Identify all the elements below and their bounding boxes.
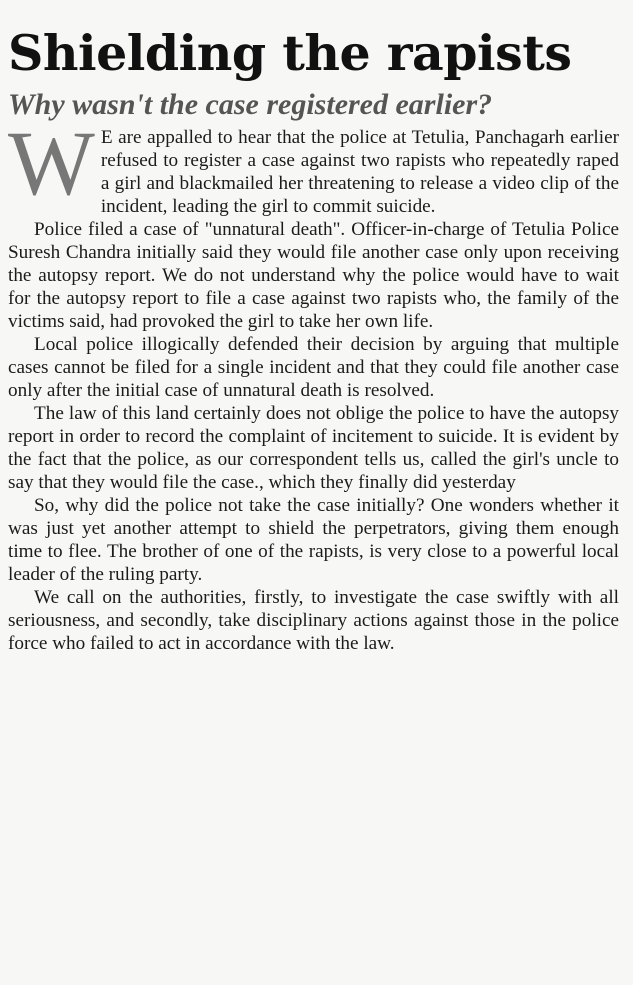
headline: Shielding the rapists	[8, 24, 572, 82]
paragraph-5: So, why did the police not take the case initially? One wonders whether it was just yet another attempt to shield the perpetrators, giving them enough time to flee. The brother of one of the rapists, is very close to a powerful local leader of the ruling party.	[8, 495, 619, 585]
article-body	[8, 112, 619, 655]
paragraph-4: The law of this land certainly does not oblige the police to have the autopsy report in order to record the complaint of incitement to suicide. It is evident by the fact that the police, as our correspondent tells us, called the girl's uncle to say that they would file the case., which they finally did yesterday	[8, 403, 619, 493]
subheadline: Why wasn't the case registered earlier?	[8, 88, 493, 121]
paragraph-2: Police filed a case of "unnatural death". Officer-in-charge of Tetulia Police Suresh Chandra initially said they would file another case only upon receiving the autopsy report. We do not understand why the police would have to wait for the autopsy report to file a case against two rapists who, the family of the victims said, had provoked the girl to take her own life.	[8, 219, 619, 332]
paragraph-1	[8, 112, 619, 218]
drop-cap: W	[8, 112, 95, 214]
paragraph-1-text: E are appalled to hear that the police at Tetulia, Panchagarh earlier refused to register a case against two rapists who repeatedly raped a girl and blackmailed her threatening to release a video clip of the incident, leading the girl to commit suicide.	[100, 127, 619, 217]
paragraph-6: We call on the authorities, firstly, to investigate the case swiftly with all seriousness, and secondly, take disciplinary actions against those in the police force who failed to act in accordance with the law.	[8, 587, 619, 654]
paragraph-3: Local police illogically defended their decision by arguing that multiple cases cannot be filed for a single incident and that they could file another case only after the initial case of unnatural death is resolved.	[8, 334, 619, 401]
